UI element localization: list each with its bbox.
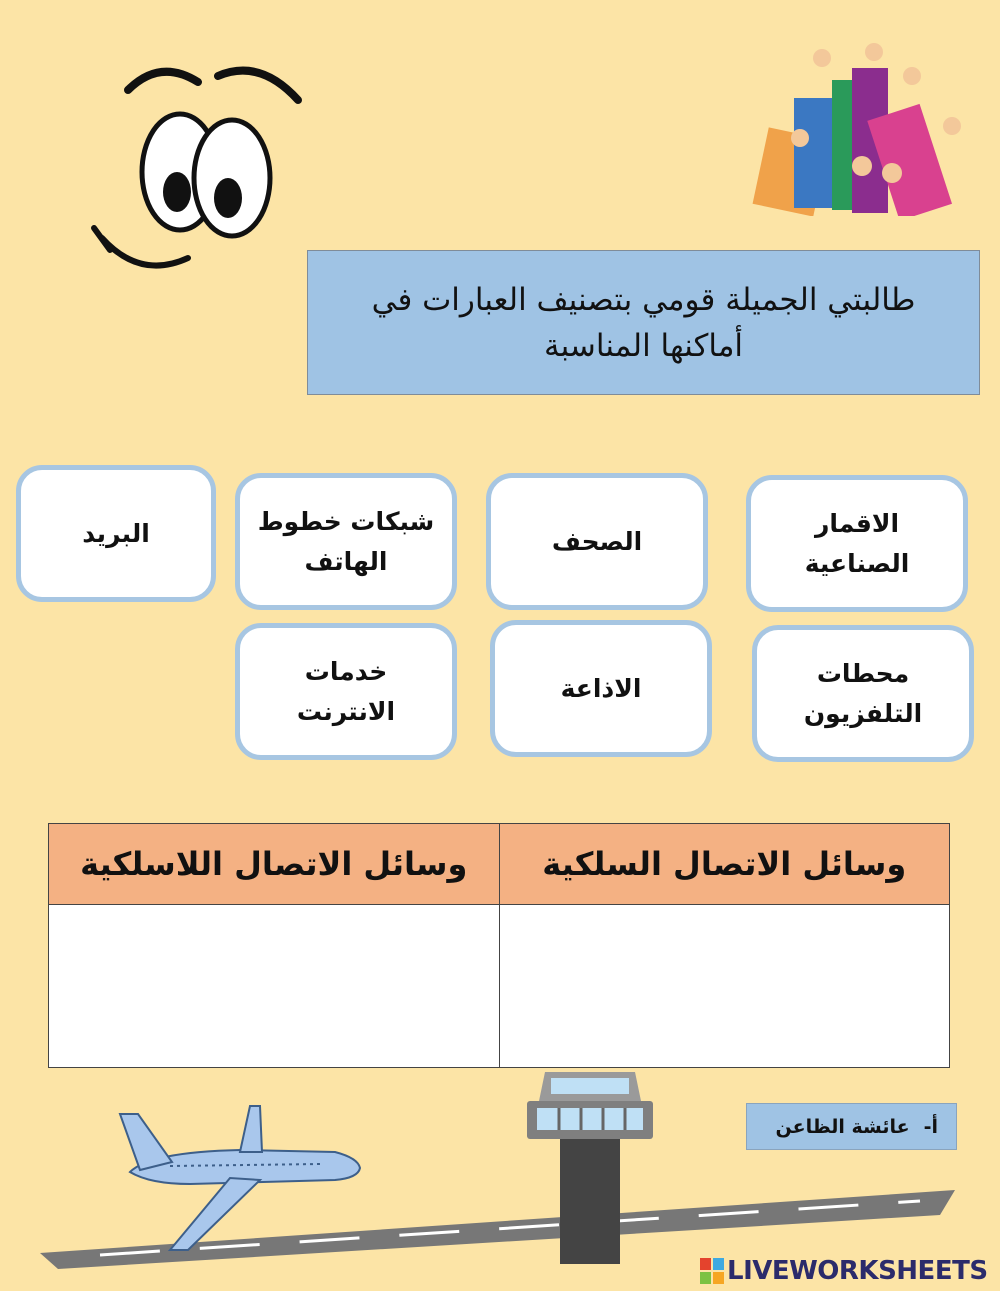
wired-drop-zone[interactable] <box>499 905 950 1068</box>
kids-books-icon <box>752 38 972 216</box>
card-post[interactable]: البريد <box>16 465 216 602</box>
author-name: عائشة الظاعن <box>775 1115 910 1138</box>
instruction-line-2: أماكنها المناسبة <box>543 327 744 364</box>
card-internet-services[interactable]: خدمات الانترنت <box>235 623 457 760</box>
card-radio[interactable]: الاذاعة <box>490 620 712 757</box>
card-phone-lines[interactable]: شبكات خطوط الهاتف <box>235 473 457 610</box>
card-newspapers[interactable]: الصحف <box>486 473 708 610</box>
brand-name: LIVEWORKSHEETS <box>727 1256 988 1286</box>
author-label <box>746 1103 957 1150</box>
wired-header: وسائل الاتصال السلكية <box>499 824 950 905</box>
wireless-header: وسائل الاتصال اللاسلكية <box>49 824 500 905</box>
control-tower-icon <box>525 1066 655 1266</box>
author-prefix: أ- <box>923 1115 938 1138</box>
instruction-line-1: طالبتي الجميلة قومي بتصنيف العبارات في <box>371 281 916 318</box>
card-satellites[interactable]: الاقمار الصناعية <box>746 475 968 612</box>
cartoon-face-icon <box>80 60 320 280</box>
instruction-box <box>307 250 980 395</box>
airplane-icon <box>110 1100 370 1260</box>
card-tv-stations[interactable]: محطات التلفزيون <box>752 625 974 762</box>
sorting-table <box>48 823 950 1068</box>
live-logo-icon <box>700 1258 724 1284</box>
brand-logo <box>700 1256 988 1286</box>
wireless-drop-zone[interactable] <box>49 905 500 1068</box>
